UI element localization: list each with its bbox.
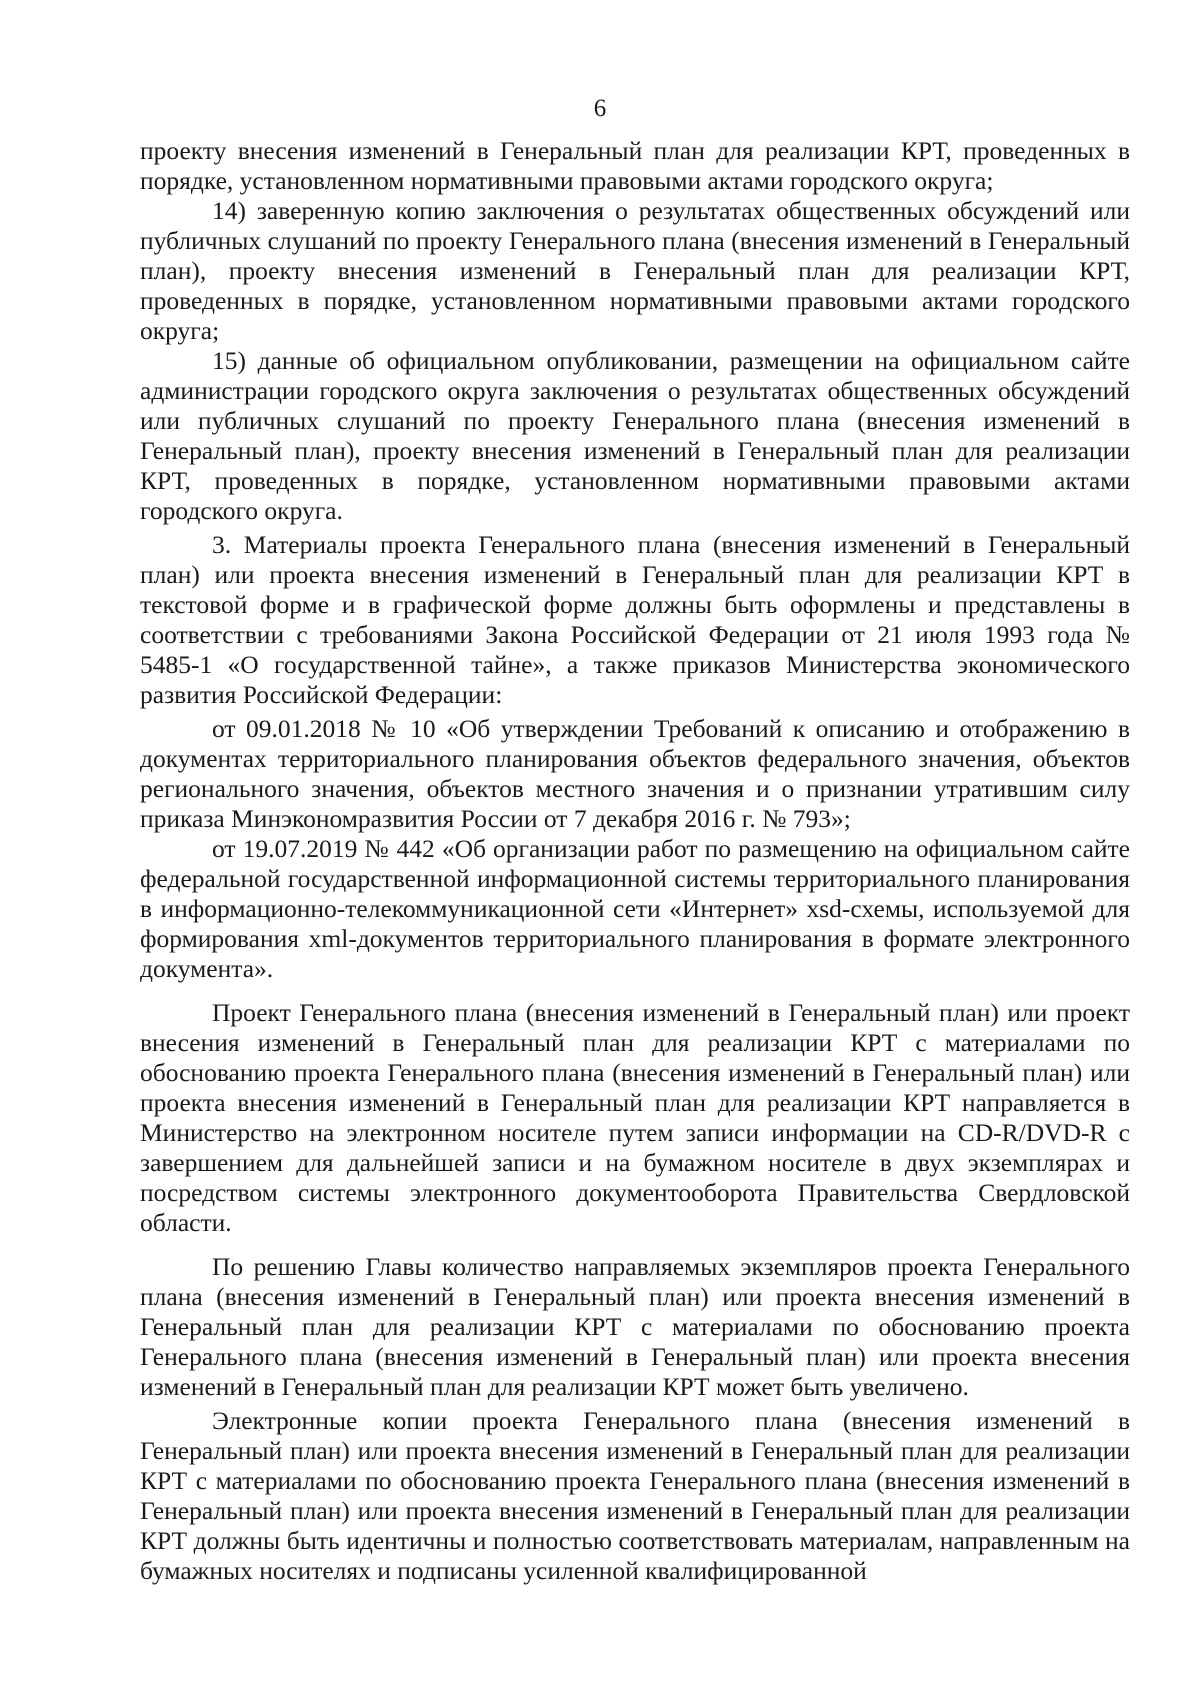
paragraph-continuation: проекту внесения изменений в Генеральный план для реализации КРТ, проведенных в порядке, установленном нормативными правовыми актами городского округа;: [140, 136, 1130, 195]
paragraph-order-2019: от 19.07.2019 № 442 «Об организации работ по размещению на официальном сайте федеральной государственной информационной системы территориального планирования в информационно-телекоммуникационной сети «Интернет» xsd-схемы, используемой для формирования xml-документов территориального планирования в формате электронного документа».: [140, 834, 1130, 983]
paragraph-electronic-copies: Электронные копии проекта Генерального плана (внесения изменений в Генеральный план) или проекта внесения изменений в Генеральный план для реализации КРТ с материалами по обоснованию проекта Генерального плана (внесения изменений в Генеральный план) или проекта внесения изменений в Генеральный план для реализации КРТ должны быть идентичны и полностью соответствовать материалам, направленным на бумажных носителях и подписаны усиленной квалифицированной: [140, 1406, 1130, 1585]
paragraph-copies-count: По решению Главы количество направляемых экземпляров проекта Генерального плана (внесения изменений в Генеральный план) или проекта внесения изменений в Генеральный план для реализации КРТ с материалами по обоснованию проекта Генерального плана (внесения изменений в Генеральный план) или проекта внесения изменений в Генеральный план для реализации КРТ может быть увеличено.: [140, 1252, 1130, 1401]
paragraph-order-2018: от 09.01.2018 № 10 «Об утверждении Требований к описанию и отображению в документах территориального планирования объектов федерального значения, объектов регионального значения, объектов местного значения и о признании утратившим силу приказа Минэкономразвития России от 7 декабря 2016 г. № 793»;: [140, 714, 1130, 833]
document-body: [140, 136, 1130, 1586]
page-number: 6: [593, 95, 607, 122]
paragraph-item-14: 14) заверенную копию заключения о результатах общественных обсуждений или публичных слушаний по проекту Генерального плана (внесения изменений в Генеральный план), проекту внесения изменений в Генеральный план для реализации КРТ, проведенных в порядке, установленном нормативными правовыми актами городского округа;: [140, 196, 1130, 345]
paragraph-section-3: 3. Материалы проекта Генерального плана (внесения изменений в Генеральный план) или проекта внесения изменений в Генеральный план для реализации КРТ в текстовой форме и в графической форме должны быть оформлены и представлены в соответствии с требованиями Закона Российской Федерации от 21 июля 1993 года № 5485-1 «О государственной тайне», а также приказов Министерства экономического развития Российской Федерации:: [140, 530, 1130, 709]
paragraph-item-15: 15) данные об официальном опубликовании, размещении на официальном сайте администрации городского округа заключения о результатах общественных обсуждений или публичных слушаний по проекту Генерального плана (внесения изменений в Генеральный план), проекту внесения изменений в Генеральный план для реализации КРТ, проведенных в порядке, установленном нормативными правовыми актами городского округа.: [140, 346, 1130, 525]
paragraph-project-submission: Проект Генерального плана (внесения изменений в Генеральный план) или проект внесения изменений в Генеральный план для реализации КРТ с материалами по обоснованию проекта Генерального плана (внесения изменений в Генеральный план) или проекта внесения изменений в Генеральный план для реализации КРТ направляется в Министерство на электронном носителе путем записи информации на CD-R/DVD-R с завершением для дальнейшей записи и на бумажном носителе в двух экземплярах и посредством системы электронного документооборота Правительства Свердловской области.: [140, 998, 1130, 1237]
